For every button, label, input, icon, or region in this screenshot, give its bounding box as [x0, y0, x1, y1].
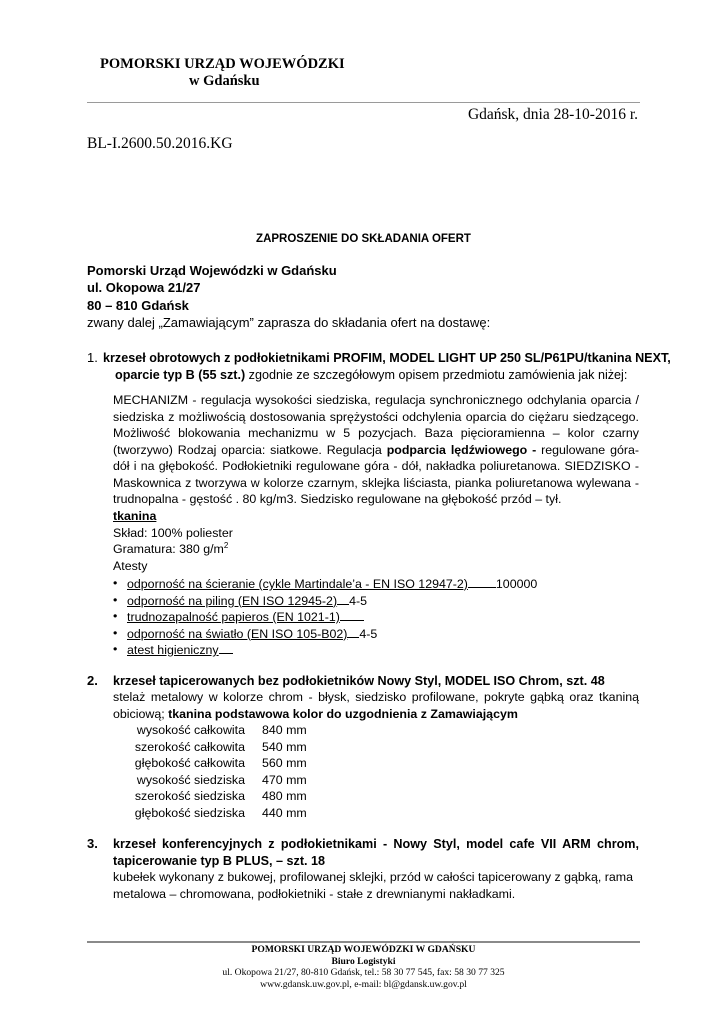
- item2-number: 2.: [87, 673, 98, 688]
- certificates-list: [113, 575, 537, 658]
- reference-number: BL-I.2600.50.2016.KG: [87, 135, 233, 152]
- office-name: POMORSKI URZĄD WOJEWÓDZKI: [100, 56, 345, 72]
- item1-heading-rest: zgodnie ze szczegółowym opisem przedmiotu zamówienia jak niżej:: [245, 368, 628, 382]
- item1-description: [113, 392, 639, 508]
- bullet-value: 4-5: [349, 593, 367, 608]
- list-item: [113, 608, 537, 625]
- item1-heading-line2: [115, 367, 627, 383]
- item2-description: [113, 689, 639, 722]
- bullet-blank: [219, 641, 233, 654]
- item1-number: 1.: [87, 350, 98, 365]
- fabric-heading: tkanina: [113, 509, 157, 523]
- dim-label: wysokość całkowita: [136, 723, 245, 737]
- dim-label: szerokość całkowita: [134, 739, 245, 754]
- bullet-label: odporność na piling (EN ISO 12945-2): [127, 593, 338, 608]
- item1-desc-part2: regulowane góra-dół i na głębokość. Podłokietniki regulowane góra - dół, nakładka poliuretanowa. SIEDZISKO - Maskownica z tworzywa w kolorze czarnym, sklejka liściasta, pianka poliuretanowa wylewana - trudnopalna - gęstość . 80 kg/m3. Siedzisko regulowane na głębokość przód – tył.: [113, 442, 639, 506]
- dim-label: głębokość całkowita: [134, 756, 245, 771]
- dim-label: wysokość siedziska: [136, 772, 245, 787]
- footer-office: POMORSKI URZĄD WOJEWÓDZKI W GDAŃSKU: [251, 944, 476, 955]
- footer-divider: [87, 941, 640, 943]
- item1-heading-line1: krzeseł obrotowych z podłokietnikami PROFIM, MODEL LIGHT UP 250 SL/P61PU/tkanina NEXT,: [103, 351, 671, 365]
- table-row: [113, 739, 307, 756]
- bullet-label: odporność na ścieranie (cykle Martindale’a - EN ISO 12947-2): [127, 577, 468, 591]
- item3-heading-line1: krzeseł konferencyjnych z podłokietnikami - Nowy Styl, model cafe VII ARM chrom,: [113, 837, 639, 851]
- document-title: ZAPROSZENIE DO SKŁADANIA OFERT: [256, 233, 471, 245]
- item2-desc: stelaż metalowy w kolorze chrom - błysk, siedzisko profilowane, pokryte gąbką oraz tkaniną obiciową;: [113, 690, 639, 721]
- sender-intro: zwany dalej „Zamawiającym” zaprasza do składania ofert na dostawę:: [87, 315, 491, 330]
- item1-desc-part1: MECHANIZM - regulacja wysokości siedziska, regulacja synchronicznego odchylania oparcia / siedziska z możliwością dostosowania sprężystości odchylenia oparcia do ciężaru siedzącego. Możliwość blokowania mechanizmu w 5 pozycjach. Baza pięcioramienna – kolor czarny (tworzywo) Rodzaj oparcia: siatkowe. Regulacja: [113, 393, 639, 457]
- dim-value: 440 mm: [262, 805, 307, 820]
- fabric-grammage: [113, 541, 228, 558]
- dim-value: 560 mm: [262, 756, 307, 771]
- dim-value: 480 mm: [262, 789, 307, 804]
- dim-label: głębokość siedziska: [134, 805, 245, 820]
- dim-value: 540 mm: [262, 739, 307, 754]
- bullet-blank: [468, 575, 496, 588]
- table-row: [113, 772, 307, 789]
- office-city: w Gdańsku: [189, 73, 260, 89]
- dim-label: szerokość siedziska: [134, 789, 245, 804]
- table-row: [113, 805, 307, 822]
- bullet-label: odporność na światło (EN ISO 105-B02): [127, 626, 348, 641]
- list-item: [113, 625, 537, 642]
- sender-street: ul. Okopowa 21/27: [87, 280, 201, 295]
- fabric-grammage-text: Gramatura: 380 g/m: [113, 542, 224, 556]
- bullet-label: trudnozapalność papieros (EN 1021-1): [127, 610, 340, 624]
- list-item: [113, 575, 537, 592]
- item1-heading-quantity: oparcie typ B (55 szt.): [115, 368, 246, 382]
- sender-postal: 80 – 810 Gdańsk: [87, 298, 189, 313]
- date-line: Gdańsk, dnia 28-10-2016 r.: [467, 106, 638, 123]
- footer-web-email: www.gdansk.uw.gov.pl, e-mail: bl@gdansk.uw.gov.pl: [260, 978, 467, 990]
- footer-address: ul. Okopowa 21/27, 80-810 Gdańsk, tel.: 58 30 77 545, fax: 58 30 77 325: [222, 967, 505, 978]
- dim-value: 470 mm: [262, 772, 307, 787]
- bullet-blank: [347, 625, 359, 638]
- bullet-value: 100000: [495, 577, 538, 591]
- certificates-label: Atesty: [113, 559, 148, 573]
- item3-heading-line2: tapicerowanie typ B PLUS, – szt. 18: [113, 854, 326, 868]
- bullet-blank: [337, 592, 349, 605]
- footer-department: Biuro Logistyki: [331, 955, 396, 967]
- bullet-label: atest higieniczny: [127, 643, 219, 657]
- table-row: [113, 722, 307, 739]
- dim-value: 840 mm: [262, 723, 307, 737]
- list-item: [113, 641, 537, 658]
- fabric-grammage-sup: 2: [223, 540, 229, 550]
- item2-desc-bold: tkanina podstawowa kolor do uzgodnienia z Zamawiającym: [168, 706, 518, 721]
- bullet-blank: [340, 608, 364, 621]
- sender-name: Pomorski Urząd Wojewódzki w Gdańsku: [87, 263, 337, 278]
- item2-heading: krzeseł tapicerowanych bez podłokietników Nowy Styl, MODEL ISO Chrom, szt. 48: [113, 674, 605, 688]
- dimensions-table: [113, 722, 307, 822]
- item1-desc-bold: podparcia lędźwiowego -: [386, 442, 542, 457]
- item3-desc-line1: kubełek wykonany z bukowej, profilowanej sklejki, przód w całości tapicerowany z gąbką, rama: [113, 870, 633, 884]
- table-row: [113, 755, 307, 772]
- header-divider: [87, 102, 640, 103]
- bullet-value: 4-5: [359, 626, 378, 641]
- fabric-composition: Skład: 100% poliester: [113, 526, 233, 540]
- item3-number: 3.: [87, 836, 98, 851]
- item3-desc-line2: metalowa – chromowana, podłokietniki - stałe z drewnianymi nakładkami.: [113, 887, 516, 901]
- list-item: [113, 592, 537, 609]
- table-row: [113, 788, 307, 805]
